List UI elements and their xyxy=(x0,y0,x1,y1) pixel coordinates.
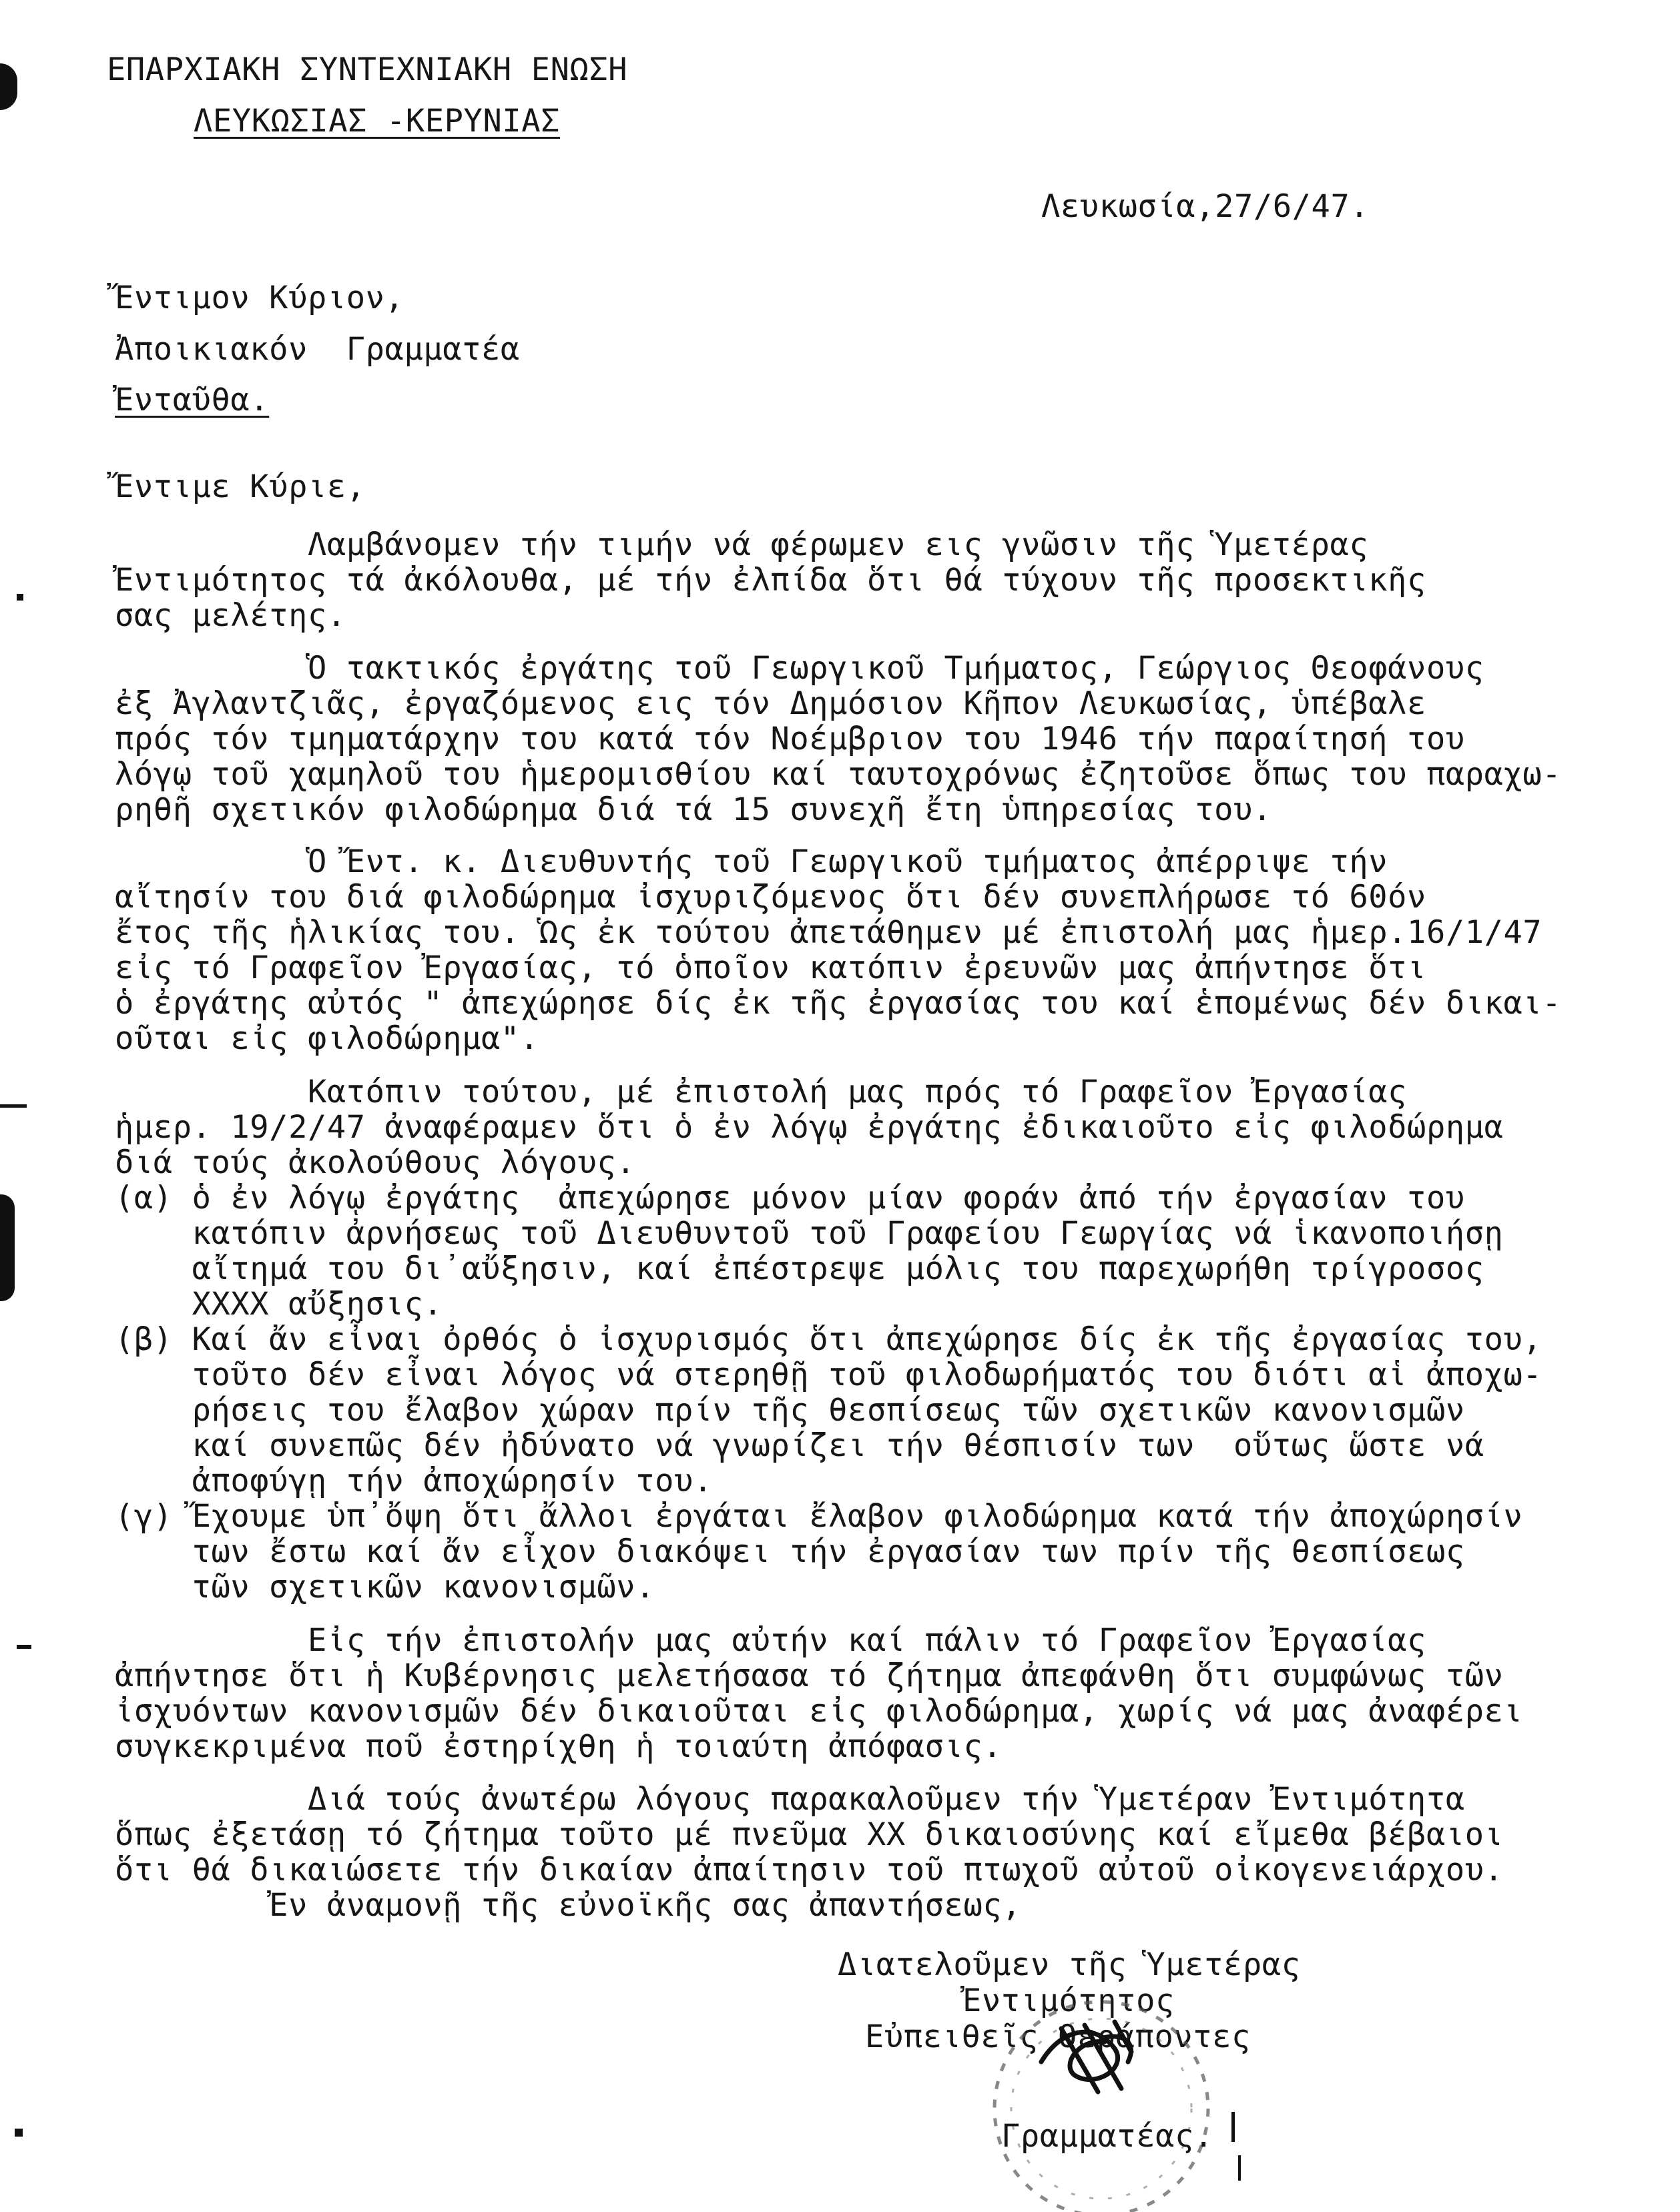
recipient-line: Ἐνταῦθα. xyxy=(115,382,270,418)
body-line: ρήσεις του ἔλαβον χώραν πρίν τῆς θεσπίσεως τῶν σχετικῶν κανονισμῶν xyxy=(115,1392,1465,1429)
body-line: τοῦτο δέν εἶναι λόγος νά στερηθῇ τοῦ φιλοδωρήματός του διότι αἱ ἀποχω- xyxy=(115,1357,1543,1393)
signature-title: Γραμματέας. xyxy=(1001,2118,1213,2155)
body-line: ρηθῆ σχετικόν φιλοδώρημα διά τά 15 συνεχῆ ἔτη ὑπηρεσίας του. xyxy=(115,791,1272,828)
body-line: ΧΧΧΧ αὔξησις. xyxy=(115,1286,443,1323)
scan-mark xyxy=(0,1104,27,1108)
closing-line: Εὐπειθεῖς Θεράποντες xyxy=(865,2018,1251,2055)
body-line: ἀποφύγῃ τήν ἀποχώρησίν του. xyxy=(115,1463,713,1499)
body-line: Ἐντιμότητος τά ἀκόλουθα, μέ τήν ἐλπίδα ὅτι θά τύχουν τῆς προσεκτικῆς xyxy=(115,562,1426,599)
body-line: συγκεκριμένα ποῦ ἐστηρίχθη ἡ τοιαύτη ἀπόφασις. xyxy=(115,1728,1003,1765)
body-line: ἔτος τῆς ἡλικίας του. Ὡς ἐκ τούτου ἀπετάθημεν μέ ἐπιστολή μας ἡμερ.16/1/47 xyxy=(115,914,1543,951)
scan-mark xyxy=(17,1645,31,1649)
closing-line: Ἐντιμότητος xyxy=(962,1982,1175,2019)
body-line: (γ) Ἔχουμε ὑπ᾿ὄψη ὅτι ἄλλοι ἐργάται ἔλαβον φιλοδώρημα κατά τήν ἀποχώρησίν xyxy=(115,1498,1523,1535)
body-line: εἰς τό Γραφεῖον Ἐργασίας, τό ὁποῖον κατόπιν ἐρευνῶν μας ἀπήντησε ὅτι xyxy=(115,950,1426,986)
recipient-line: Ἔντιμον Κύριον, xyxy=(115,280,404,316)
body-line: Ἐν ἀναμονῇ τῆς εὐνοϊκῆς σας ἀπαντήσεως, xyxy=(115,1887,1022,1924)
punch-hole-mark xyxy=(0,1194,15,1301)
salutation: Ἔντιμε Κύριε, xyxy=(115,468,366,505)
body-line: λόγῳ τοῦ χαμηλοῦ του ἡμερομισθίου καί ταυτοχρόνως ἐζητοῦσε ὅπως του παραχω- xyxy=(115,756,1562,793)
body-line: σας μελέτης. xyxy=(115,597,346,634)
scan-mark xyxy=(1231,2112,1235,2142)
letter-date: Λευκωσία,27/6/47. xyxy=(1041,188,1370,225)
body-line: Κατόπιν τούτου, μέ ἐπιστολή μας πρός τό Γραφεῖον Ἐργασίας xyxy=(115,1074,1408,1110)
body-line: Διά τούς ἀνωτέρω λόγους παρακαλοῦμεν τήν Ὑμετέραν Ἐντιμότητα xyxy=(115,1781,1465,1818)
organization-district: ΛΕΥΚΩΣΙΑΣ -ΚΕΡΥΝΙΑΣ xyxy=(194,103,561,139)
body-line: αἴτημά του δι᾿αὔξησιν, καί ἐπέστρεψε μόλις του παρεχωρήθη τρίγροσος xyxy=(115,1250,1484,1287)
body-line: διά τούς ἀκολούθους λόγους. xyxy=(115,1144,636,1181)
body-line: Εἰς τήν ἐπιστολήν μας αὐτήν καί πάλιν τό Γραφεῖον Ἐργασίας xyxy=(115,1622,1426,1659)
body-line: καί συνεπῶς δέν ἠδύνατο νά γνωρίζει τήν θέσπισίν των οὕτως ὥστε νά xyxy=(115,1427,1484,1464)
body-line: πρός τόν τμηματάρχην του κατά τόν Νοέμβριον του 1946 τήν παραίτησή του xyxy=(115,721,1465,757)
stamp-seal xyxy=(961,1975,1268,2212)
body-line: Λαμβάνομεν τήν τιμήν νά φέρωμεν εις γνῶσιν τῆς Ὑμετέρας xyxy=(115,526,1369,563)
body-line: (α) ὁ ἐν λόγῳ ἐργάτης ἀπεχώρησε μόνον μίαν φοράν ἀπό τήν ἐργασίαν του xyxy=(115,1180,1465,1216)
body-line: Ὁ τακτικός ἐργάτης τοῦ Γεωργικοῦ Τμήματος, Γεώργιος Θεοφάνους xyxy=(115,650,1484,687)
body-line: (β) Καί ἄν εἶναι ὀρθός ὁ ἰσχυρισμός ὅτι ἀπεχώρησε δίς ἐκ τῆς ἐργασίας του, xyxy=(115,1321,1543,1358)
body-line: ἡμερ. 19/2/47 ἀναφέραμεν ὅτι ὁ ἐν λόγῳ ἐργάτης ἐδικαιοῦτο εἰς φιλοδώρημα xyxy=(115,1109,1504,1146)
body-line: των ἔστω καί ἄν εἶχον διακόψει τήν ἐργασίαν των πρίν τῆς θεσπίσεως xyxy=(115,1533,1465,1570)
body-line: ὅτι θά δικαιώσετε τήν δικαίαν ἀπαίτησιν τοῦ πτωχοῦ αὐτοῦ οἰκογενειάρχου. xyxy=(115,1852,1504,1888)
body-line: αἴτησίν του διά φιλοδώρημα ἰσχυριζόμενος ὅτι δέν συνεπλήρωσε τό 60όν xyxy=(115,879,1426,915)
body-line: ἰσχυόντων κανονισμῶν δέν δικαιοῦται εἰς φιλοδώρημα, χωρίς νά μας ἀναφέρει xyxy=(115,1693,1523,1730)
body-line: ὁ ἐργάτης αὐτός " ἀπεχώρησε δίς ἐκ τῆς ἐργασίας του καί ἑπομένως δέν δικαι- xyxy=(115,985,1562,1022)
body-line: ὅπως ἐξετάσῃ τό ζήτημα τοῦτο μέ πνεῦμα ΧΧ δικαιοσύνης καί εἴμεθα βέβαιοι xyxy=(115,1816,1504,1853)
scan-mark xyxy=(1238,2155,1241,2181)
scan-mark xyxy=(15,2129,23,2137)
organization-name: ΕΠΑΡΧΙΑΚΗ ΣΥΝΤΕΧΝΙΑΚΗ ΕΝΩΣΗ xyxy=(107,51,628,88)
body-line: ἐξ Ἀγλαντζιᾶς, ἐργαζόμενος εις τόν Δημόσιον Κῆπον Λευκωσίας, ὑπέβαλε xyxy=(115,685,1426,722)
scan-mark xyxy=(17,594,23,601)
body-line: οῦται εἰς φιλοδώρημα". xyxy=(115,1020,539,1057)
body-line: ἀπήντησε ὅτι ἡ Κυβέρνησις μελετήσασα τό ζήτημα ἀπεφάνθη ὅτι συμφώνως τῶν xyxy=(115,1657,1504,1694)
body-line: τῶν σχετικῶν κανονισμῶν. xyxy=(115,1569,655,1605)
body-line: κατόπιν ἀρνήσεως τοῦ Διευθυντοῦ τοῦ Γραφείου Γεωργίας νά ἱκανοποιήσῃ xyxy=(115,1215,1504,1252)
punch-hole-mark xyxy=(0,63,17,110)
recipient-line: Ἀποικιακόν Γραμματέα xyxy=(115,331,520,368)
body-line: Ὁ Ἔντ. κ. Διευθυντής τοῦ Γεωργικοῦ τμήματος ἀπέρριψε τήν xyxy=(115,843,1388,880)
closing-line: Διατελοῦμεν τῆς Ὑμετέρας xyxy=(838,1946,1301,1983)
